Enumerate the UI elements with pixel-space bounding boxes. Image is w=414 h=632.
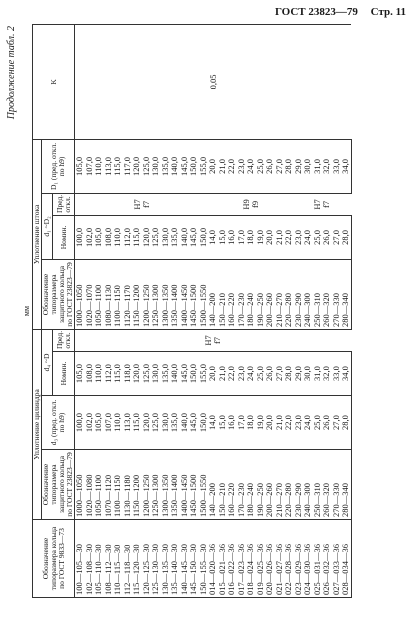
gost-number: ГОСТ 23823—79 — [274, 6, 358, 18]
cell-d4-nomin: 34,0 — [341, 352, 351, 396]
cell-d1-nomin: 105,0 — [94, 215, 104, 259]
cell-d3: 20,0 — [265, 396, 275, 450]
cell-d4-nomin: 30,0 — [303, 352, 313, 396]
col-D1: D₁ (пред. откл. по h9) — [42, 139, 75, 193]
cell-d3: 107,0 — [104, 396, 114, 450]
cell-ring-designation-cyl: 230—290 — [294, 450, 304, 520]
cell-d1-nomin: 150,0 — [199, 215, 209, 259]
cell-d1-nomin: 140,0 — [180, 215, 190, 259]
cell-d1-nomin: 17,0 — [237, 215, 247, 259]
dimensions-table — [32, 24, 352, 598]
cell-d1-tolerance: H7 f7 — [294, 193, 352, 215]
cell-ring-designation-rod: 1020—1070 — [85, 259, 95, 329]
cell-D1: 140,0 — [170, 139, 180, 193]
cell-ring-designation-rod: 1050—1100 — [94, 259, 104, 329]
cell-D1: 130,0 — [151, 139, 161, 193]
cell-d1-nomin: 135,0 — [170, 215, 180, 259]
cell-designation: 022—028—36 — [284, 520, 294, 598]
cell-D1: 29,0 — [294, 139, 304, 193]
cell-designation: 130—135—30 — [161, 520, 171, 598]
cell-d1-nomin: 102,0 — [85, 215, 95, 259]
cell-designation: 135—140—30 — [170, 520, 180, 598]
cell-d1-nomin: 110,0 — [113, 215, 123, 259]
cell-ring-designation-rod: 1450—1500 — [189, 259, 199, 329]
cell-D1: 22,0 — [227, 139, 237, 193]
cell-designation: 112—118—30 — [123, 520, 133, 598]
cell-d3: 145,0 — [189, 396, 199, 450]
cell-d4-nomin: 125,0 — [142, 352, 152, 396]
cell-ring-designation-cyl: 1070—1120 — [104, 450, 114, 520]
cell-ring-designation-rod: 1350—1400 — [170, 259, 180, 329]
cell-ring-designation-rod: 170—230 — [237, 259, 247, 329]
cell-d4-nomin: 31,0 — [313, 352, 323, 396]
cell-d3: 26,0 — [322, 396, 332, 450]
cell-d4-nomin: 25,0 — [256, 352, 266, 396]
cell-designation: 026—032—36 — [322, 520, 332, 598]
cell-D1: 113,0 — [104, 139, 114, 193]
cell-d4-nomin: 115,0 — [113, 352, 123, 396]
cell-designation: 020—026—36 — [265, 520, 275, 598]
cell-ring-designation-rod: 140—200 — [208, 259, 218, 329]
cell-designation: 018—024—36 — [246, 520, 256, 598]
cell-d1-nomin: 26,0 — [322, 215, 332, 259]
cell-designation: 023—029—36 — [294, 520, 304, 598]
cell-D1: 26,0 — [265, 139, 275, 193]
cell-D1: 30,0 — [303, 139, 313, 193]
cell-D1: 120,0 — [132, 139, 142, 193]
cell-d3: 27,0 — [332, 396, 342, 450]
cell-ring-designation-rod: 210—270 — [275, 259, 285, 329]
unit-label: мм — [22, 305, 31, 317]
cell-d1-nomin: 120,0 — [142, 215, 152, 259]
cell-d3: 120,0 — [142, 396, 152, 450]
cell-d1-tolerance: H9 f9 — [208, 193, 294, 215]
col-d4-dev: Пред. откл. — [53, 329, 75, 351]
cell-d1-nomin: 115,0 — [132, 215, 142, 259]
cell-d1-nomin: 18,0 — [246, 215, 256, 259]
cell-designation: 125—130—30 — [151, 520, 161, 598]
cell-d1-nomin: 125,0 — [151, 215, 161, 259]
cell-d3: 135,0 — [170, 396, 180, 450]
cell-ring-designation-cyl: 1200—1250 — [142, 450, 152, 520]
cell-ring-designation-rod: 260—320 — [322, 259, 332, 329]
cell-designation: 145—150—30 — [189, 520, 199, 598]
col-d1-d2: d₁ ~D₂ — [42, 193, 53, 259]
cell-d1-nomin: 21,0 — [275, 215, 285, 259]
cell-ring-designation-cyl: 150—210 — [218, 450, 228, 520]
cell-ring-designation-cyl: 270—330 — [332, 450, 342, 520]
cell-designation: 024—030—36 — [303, 520, 313, 598]
cell-ring-designation-rod: 150—210 — [218, 259, 228, 329]
cell-designation: 028—034—36 — [341, 520, 351, 598]
cell-ring-designation-cyl: 180—240 — [246, 450, 256, 520]
cell-ring-designation-cyl: 1250—1300 — [151, 450, 161, 520]
cell-ring-designation-cyl: 240—300 — [303, 450, 313, 520]
cell-ring-designation-rod: 1150—1200 — [132, 259, 142, 329]
cell-ring-designation-rod: 1200—1250 — [142, 259, 152, 329]
cell-ring-designation-cyl: 170—230 — [237, 450, 247, 520]
cell-d1-nomin: 23,0 — [294, 215, 304, 259]
cell-d1-nomin: 15,0 — [218, 215, 228, 259]
cell-d1-nomin: 27,0 — [332, 215, 342, 259]
cell-designation: 102—108—30 — [85, 520, 95, 598]
cell-d4-nomin: 118,0 — [123, 352, 133, 396]
cell-d4-nomin: 24,0 — [246, 352, 256, 396]
cell-ring-designation-rod: 230—290 — [294, 259, 304, 329]
cell-d3: 17,0 — [237, 396, 247, 450]
cell-ring-designation-rod: 220—280 — [284, 259, 294, 329]
cell-d1-nomin: 14,0 — [208, 215, 218, 259]
cell-d3: 150,0 — [199, 396, 209, 450]
cell-D1: 21,0 — [218, 139, 228, 193]
col-d1-nomin: Номин. — [53, 215, 75, 259]
cell-designation: 025—031—36 — [313, 520, 323, 598]
cell-d3: 105,0 — [94, 396, 104, 450]
cell-D1: 115,0 — [113, 139, 123, 193]
cell-d4-tolerance: H7 f7 — [75, 329, 352, 351]
cell-D1: 125,0 — [142, 139, 152, 193]
cell-ring-designation-rod: 200—260 — [265, 259, 275, 329]
cell-d3: 18,0 — [246, 396, 256, 450]
cell-ring-designation-rod: 1250—1300 — [151, 259, 161, 329]
cell-designation: 021—027—36 — [275, 520, 285, 598]
cell-d1-nomin: 108,0 — [104, 215, 114, 259]
cell-d4-nomin: 22,0 — [227, 352, 237, 396]
table-container — [22, 24, 352, 598]
cell-d4-nomin: 28,0 — [284, 352, 294, 396]
col-d1-dev: Пред. откл. — [53, 193, 75, 215]
cell-ring-designation-cyl: 220—280 — [284, 450, 294, 520]
cell-d4-nomin: 140,0 — [170, 352, 180, 396]
cell-d4-nomin: 26,0 — [265, 352, 275, 396]
cell-ring-designation-cyl: 1300—1350 — [161, 450, 171, 520]
cell-d4-nomin: 23,0 — [237, 352, 247, 396]
col-d4-d: d₄ ~D — [42, 329, 53, 395]
cell-ring-designation-cyl: 1400—1450 — [180, 450, 190, 520]
cell-D1: 110,0 — [94, 139, 104, 193]
cell-d4-nomin: 32,0 — [322, 352, 332, 396]
cell-d1-nomin: 19,0 — [256, 215, 266, 259]
cell-d4-nomin: 20,0 — [208, 352, 218, 396]
cell-ring-designation-cyl: 200—260 — [265, 450, 275, 520]
cell-designation: 108—112—30 — [104, 520, 114, 598]
cell-d4-nomin: 145,0 — [180, 352, 190, 396]
cell-ring-designation-rod: 1300—1350 — [161, 259, 171, 329]
cell-D1: 150,0 — [189, 139, 199, 193]
cell-designation: 019—025—36 — [256, 520, 266, 598]
cell-ring-designation-cyl: 1500—1550 — [199, 450, 209, 520]
cell-ring-designation-cyl: 1050—1100 — [94, 450, 104, 520]
cell-d3: 130,0 — [161, 396, 171, 450]
cell-d4-nomin: 21,0 — [218, 352, 228, 396]
cell-ring-designation-rod: 160—220 — [227, 259, 237, 329]
cell-ring-designation-cyl: 1000—1050 — [75, 450, 85, 520]
col-k: K — [33, 25, 75, 140]
table-row — [75, 25, 85, 598]
cell-d3: 102,0 — [85, 396, 95, 450]
cell-designation: 016—022—36 — [227, 520, 237, 598]
cell-D1: 24,0 — [246, 139, 256, 193]
cell-ring-designation-rod: 1120—1170 — [123, 259, 133, 329]
cell-d1-nomin: 100,0 — [75, 215, 85, 259]
cell-ring-designation-cyl: 1130—1180 — [123, 450, 133, 520]
cell-designation: 100—105—30 — [75, 520, 85, 598]
cell-D1: 20,0 — [208, 139, 218, 193]
cell-designation: 115—120—30 — [132, 520, 142, 598]
cell-designation: 014—020—36 — [208, 520, 218, 598]
cell-designation: 150—155—30 — [199, 520, 209, 598]
cell-d1-nomin: 112,0 — [123, 215, 133, 259]
col-d4-nomin: Номин. — [53, 352, 75, 396]
cell-ring-designation-rod: 270—330 — [332, 259, 342, 329]
col-d3: d₃ (пред. откл. по h9) — [42, 396, 75, 450]
cell-d3: 100,0 — [75, 396, 85, 450]
cell-ring-designation-cyl: 210—270 — [275, 450, 285, 520]
cell-D1: 33,0 — [332, 139, 342, 193]
cell-D1: 23,0 — [237, 139, 247, 193]
cell-ring-designation-rod: 1080—1130 — [104, 259, 114, 329]
cell-D1: 105,0 — [75, 139, 85, 193]
cell-d4-nomin: 29,0 — [294, 352, 304, 396]
cell-d1-nomin: 145,0 — [189, 215, 199, 259]
cell-d4-nomin: 130,0 — [151, 352, 161, 396]
cell-D1: 34,0 — [341, 139, 351, 193]
cell-D1: 145,0 — [180, 139, 190, 193]
cell-d1-nomin: 24,0 — [303, 215, 313, 259]
cell-k: 0,05 — [75, 25, 352, 140]
cell-ring-designation-cyl: 1450—1500 — [189, 450, 199, 520]
cell-d3: 25,0 — [313, 396, 323, 450]
cell-D1: 107,0 — [85, 139, 95, 193]
cell-designation: 120—125—30 — [142, 520, 152, 598]
cell-d3: 22,0 — [284, 396, 294, 450]
cell-d1-nomin: 28,0 — [341, 215, 351, 259]
cell-ring-designation-rod: 240—300 — [303, 259, 313, 329]
col-ring-designation-rod: Обозначение типоразмера защитного кольца по ГОСТ 23823—79 — [42, 259, 75, 329]
cell-d3: 19,0 — [256, 396, 266, 450]
cell-D1: 28,0 — [284, 139, 294, 193]
cell-d4-nomin: 108,0 — [85, 352, 95, 396]
cell-d1-tolerance: H7 f7 — [75, 193, 209, 215]
cell-ring-designation-cyl: 1020—1080 — [85, 450, 95, 520]
cell-D1: 117,0 — [123, 139, 133, 193]
cell-ring-designation-rod: 1400—1450 — [180, 259, 190, 329]
group-cylinder: Уплотнение цилиндра — [33, 329, 42, 519]
cell-ring-designation-rod: 250—310 — [313, 259, 323, 329]
cell-D1: 32,0 — [322, 139, 332, 193]
cell-ring-designation-rod: 1500—1550 — [199, 259, 209, 329]
cell-d4-nomin: 155,0 — [199, 352, 209, 396]
cell-ring-designation-cyl: 140—200 — [208, 450, 218, 520]
cell-ring-designation-cyl: 160—220 — [227, 450, 237, 520]
cell-d3: 115,0 — [132, 396, 142, 450]
cell-designation: 110—115—30 — [113, 520, 123, 598]
table-caption: Продолжение табл. 2 — [6, 26, 17, 120]
cell-D1: 25,0 — [256, 139, 266, 193]
cell-D1: 27,0 — [275, 139, 285, 193]
cell-ring-designation-rod: 1100—1150 — [113, 259, 123, 329]
cell-ring-designation-cyl: 1100—1150 — [113, 450, 123, 520]
cell-d4-nomin: 120,0 — [132, 352, 142, 396]
cell-d1-nomin: 20,0 — [265, 215, 275, 259]
cell-ring-designation-cyl: 280—340 — [341, 450, 351, 520]
cell-designation: 105—110—30 — [94, 520, 104, 598]
cell-ring-designation-cyl: 1150—1200 — [132, 450, 142, 520]
col-designation: Обозначение типоразмера кольца по ГОСТ 9833—73 — [33, 520, 75, 598]
cell-ring-designation-rod: 280—340 — [341, 259, 351, 329]
cell-d3: 113,0 — [123, 396, 133, 450]
cell-designation: 027—033—36 — [332, 520, 342, 598]
cell-d4-nomin: 112,0 — [104, 352, 114, 396]
table-body — [75, 25, 352, 598]
cell-d4-nomin: 33,0 — [332, 352, 342, 396]
cell-d3: 14,0 — [208, 396, 218, 450]
cell-D1: 155,0 — [199, 139, 209, 193]
cell-d3: 21,0 — [275, 396, 285, 450]
cell-ring-designation-rod: 190—250 — [256, 259, 266, 329]
cell-designation: 017—023—36 — [237, 520, 247, 598]
cell-d1-nomin: 16,0 — [227, 215, 237, 259]
cell-D1: 135,0 — [161, 139, 171, 193]
cell-d4-nomin: 27,0 — [275, 352, 285, 396]
cell-d4-nomin: 110,0 — [94, 352, 104, 396]
cell-ring-designation-rod: 1000—1050 — [75, 259, 85, 329]
cell-d3: 24,0 — [303, 396, 313, 450]
cell-d1-nomin: 130,0 — [161, 215, 171, 259]
cell-d1-nomin: 25,0 — [313, 215, 323, 259]
cell-d3: 125,0 — [151, 396, 161, 450]
cell-ring-designation-cyl: 250—310 — [313, 450, 323, 520]
cell-ring-designation-cyl: 190—250 — [256, 450, 266, 520]
cell-D1: 31,0 — [313, 139, 323, 193]
cell-d1-nomin: 22,0 — [284, 215, 294, 259]
cell-d3: 15,0 — [218, 396, 228, 450]
cell-designation: 140—145—30 — [180, 520, 190, 598]
cell-d4-nomin: 105,0 — [75, 352, 85, 396]
cell-ring-designation-cyl: 1350—1400 — [170, 450, 180, 520]
cell-ring-designation-rod: 180—240 — [246, 259, 256, 329]
cell-d4-nomin: 135,0 — [161, 352, 171, 396]
cell-d3: 23,0 — [294, 396, 304, 450]
page-number: Стр. 11 — [370, 6, 406, 18]
cell-d3: 140,0 — [180, 396, 190, 450]
cell-d3: 110,0 — [113, 396, 123, 450]
cell-ring-designation-cyl: 260—320 — [322, 450, 332, 520]
cell-d3: 16,0 — [227, 396, 237, 450]
col-ring-designation-cyl: Обозначение типоразмера защитного кольца по ГОСТ 23823—79 — [42, 450, 75, 520]
group-rod: Уплотнение штока — [33, 139, 42, 329]
cell-d3: 28,0 — [341, 396, 351, 450]
cell-designation: 015—021—36 — [218, 520, 228, 598]
cell-d4-nomin: 150,0 — [189, 352, 199, 396]
